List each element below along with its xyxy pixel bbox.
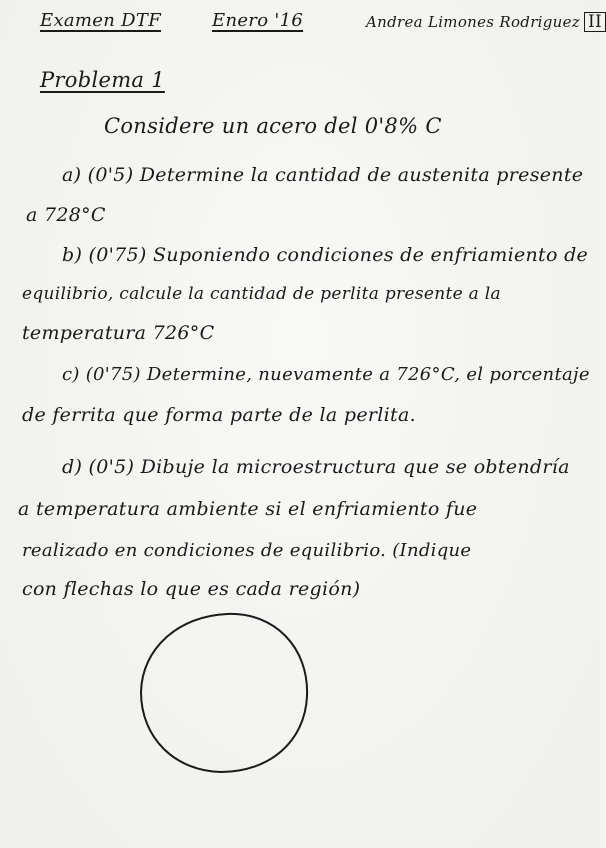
part-d-line-2: a temperatura ambiente si el enfriamiento fue (18, 498, 478, 520)
part-c-line-2: de ferrita que forma parte de la perlita. (22, 404, 416, 426)
problem-statement: Considere un acero del 0'8% C (104, 114, 442, 138)
student-name-text: Andrea Limones Rodriguez (366, 13, 581, 31)
part-a-line-1: a) (0'5) Determine la cantidad de austenita presente (62, 164, 584, 186)
part-d-line-1: d) (0'5) Dibuje la microestructura que se obtendría (62, 456, 570, 478)
problem-title: Problema 1 (40, 68, 165, 92)
student-name (366, 12, 606, 32)
exam-date: Enero '16 (212, 10, 304, 31)
part-a-line-2: a 728°C (26, 204, 106, 226)
exam-title: Examen DTF (40, 10, 161, 31)
microstructure-circle (135, 608, 315, 778)
part-b-line-2: equilibrio, calcule la cantidad de perlita presente a la (22, 284, 501, 304)
part-b-line-3: temperatura 726°C (22, 322, 215, 344)
group-number: II (584, 12, 606, 32)
part-d-line-4: con flechas lo que es cada región) (22, 578, 361, 600)
part-c-line-1: c) (0'75) Determine, nuevamente a 726°C, el porcentaje (62, 364, 590, 385)
part-d-line-3: realizado en condiciones de equilibrio. (Indique (22, 540, 472, 561)
part-b-line-1: b) (0'75) Suponiendo condiciones de enfriamiento de (62, 244, 589, 266)
